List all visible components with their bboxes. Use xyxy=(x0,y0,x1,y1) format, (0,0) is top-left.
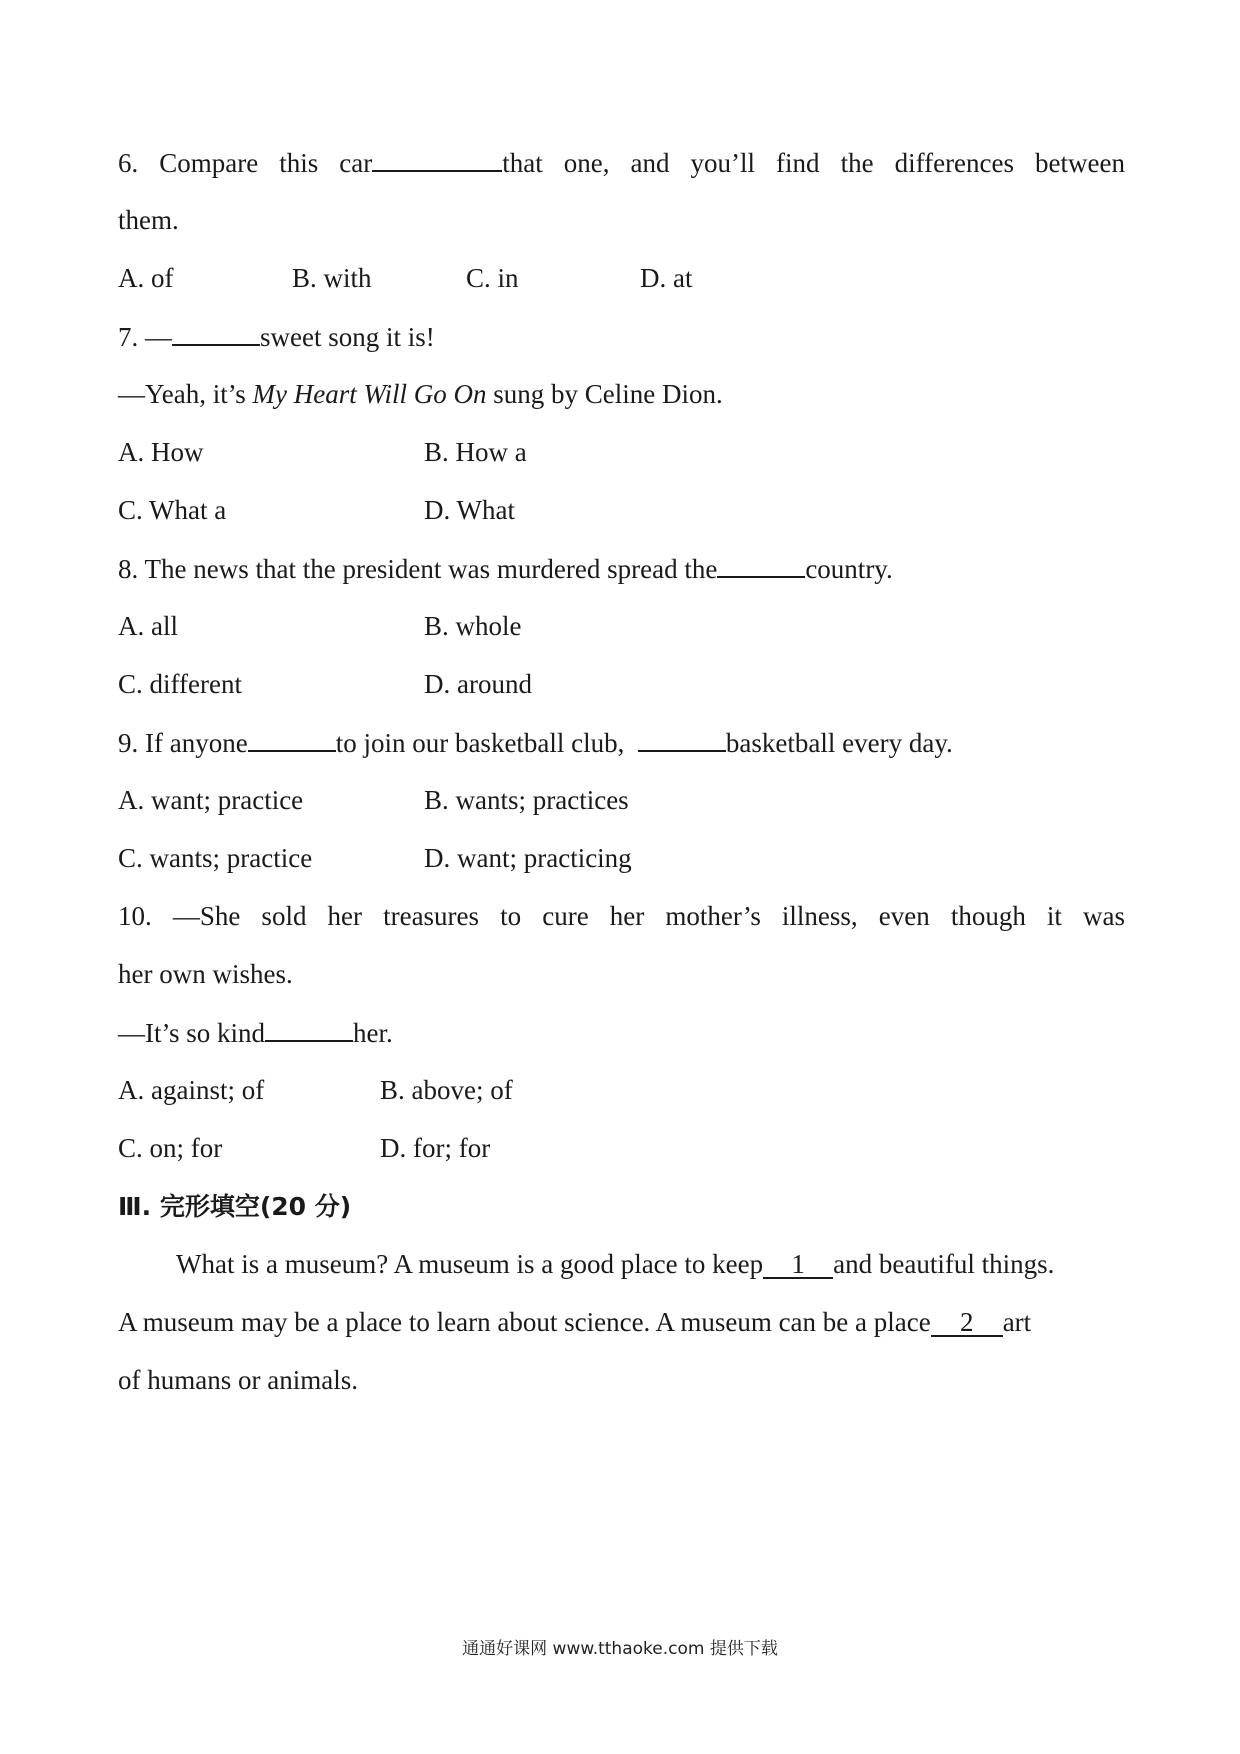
q10-text-1: —It’s so kind xyxy=(118,1018,266,1048)
q10-option-c: C. on; for xyxy=(118,1133,223,1163)
q10-option-d: D. for; for xyxy=(380,1133,491,1163)
q7-text-1: 7. — xyxy=(118,322,172,352)
q7-text-2: sweet song it is! xyxy=(260,322,435,352)
q9-text-2: to join our basketball club, xyxy=(335,728,625,758)
q9-blank-1 xyxy=(248,724,336,752)
question-10-stem-line2: her own wishes. xyxy=(118,959,293,989)
question-7-stem xyxy=(118,318,435,355)
q10-option-b: B. above; of xyxy=(380,1075,513,1105)
q7-option-d: D. What xyxy=(424,495,515,525)
q7-song-title: My Heart Will Go On xyxy=(252,379,487,409)
section-3-heading: Ⅲ. 完形填空(20 分) xyxy=(118,1192,352,1221)
q7-option-b: B. How a xyxy=(424,437,527,467)
q10-option-a: A. against; of xyxy=(118,1075,265,1105)
q7-option-a: A. How xyxy=(118,437,204,467)
passage-text-2: and beautiful things. xyxy=(833,1249,1055,1279)
q7-reply-text-2: sung by Celine Dion. xyxy=(486,379,723,409)
question-9-stem xyxy=(118,724,953,761)
q6-option-d: D. at xyxy=(640,263,693,293)
q7-blank xyxy=(172,318,260,346)
q8-option-a: A. all xyxy=(118,611,178,641)
passage-text-1: What is a museum? A museum is a good place to keep xyxy=(176,1249,764,1279)
q8-text-2: country. xyxy=(805,554,893,584)
question-7-reply xyxy=(118,376,723,412)
q6-blank xyxy=(372,144,502,172)
q6-option-c: C. in xyxy=(466,263,519,293)
q8-option-d: D. around xyxy=(424,669,532,699)
question-6-stem-line2: them. xyxy=(118,205,179,235)
q6-text-1: 6. Compare this car xyxy=(118,148,373,178)
q7-reply-text-1: —Yeah, it’s xyxy=(118,379,253,409)
q9-option-b: B. wants; practices xyxy=(424,785,629,815)
q6-text-2: that one, and you’ll find the differences between xyxy=(502,148,1125,178)
passage-blank-2: 2 xyxy=(931,1309,1003,1337)
passage-line-2 xyxy=(118,1304,1031,1340)
q10-text-2: her. xyxy=(353,1018,393,1048)
passage-text-4: art xyxy=(1002,1307,1032,1337)
q9-option-a: A. want; practice xyxy=(118,785,304,815)
question-10-stem: 10. —She sold her treasures to cure her mother’s illness, even though it was xyxy=(118,901,1125,931)
q9-text-3: basketball every day. xyxy=(725,728,953,758)
q7-option-c: C. What a xyxy=(118,495,227,525)
page-footer: 通通好课网 www.tthaoke.com 提供下载 xyxy=(462,1639,778,1659)
q9-option-d: D. want; practicing xyxy=(424,843,632,873)
q10-blank xyxy=(265,1014,353,1042)
passage-line-1 xyxy=(176,1246,1054,1282)
q6-option-b: B. with xyxy=(292,263,372,293)
q8-option-c: C. different xyxy=(118,669,242,699)
question-8-stem xyxy=(118,550,893,587)
passage-blank-1: 1 xyxy=(763,1251,833,1279)
q8-text-1: 8. The news that the president was murdered spread the xyxy=(118,554,718,584)
passage-line-3: of humans or animals. xyxy=(118,1365,358,1395)
q8-option-b: B. whole xyxy=(424,611,522,641)
question-6-stem xyxy=(118,144,1125,181)
q9-text-1: 9. If anyone xyxy=(118,728,248,758)
passage-text-3: A museum may be a place to learn about science. A museum can be a place xyxy=(118,1307,931,1337)
q6-option-a: A. of xyxy=(118,263,174,293)
q9-option-c: C. wants; practice xyxy=(118,843,313,873)
q8-blank xyxy=(717,550,805,578)
question-10-reply xyxy=(118,1014,393,1051)
q9-blank-2 xyxy=(638,724,726,752)
